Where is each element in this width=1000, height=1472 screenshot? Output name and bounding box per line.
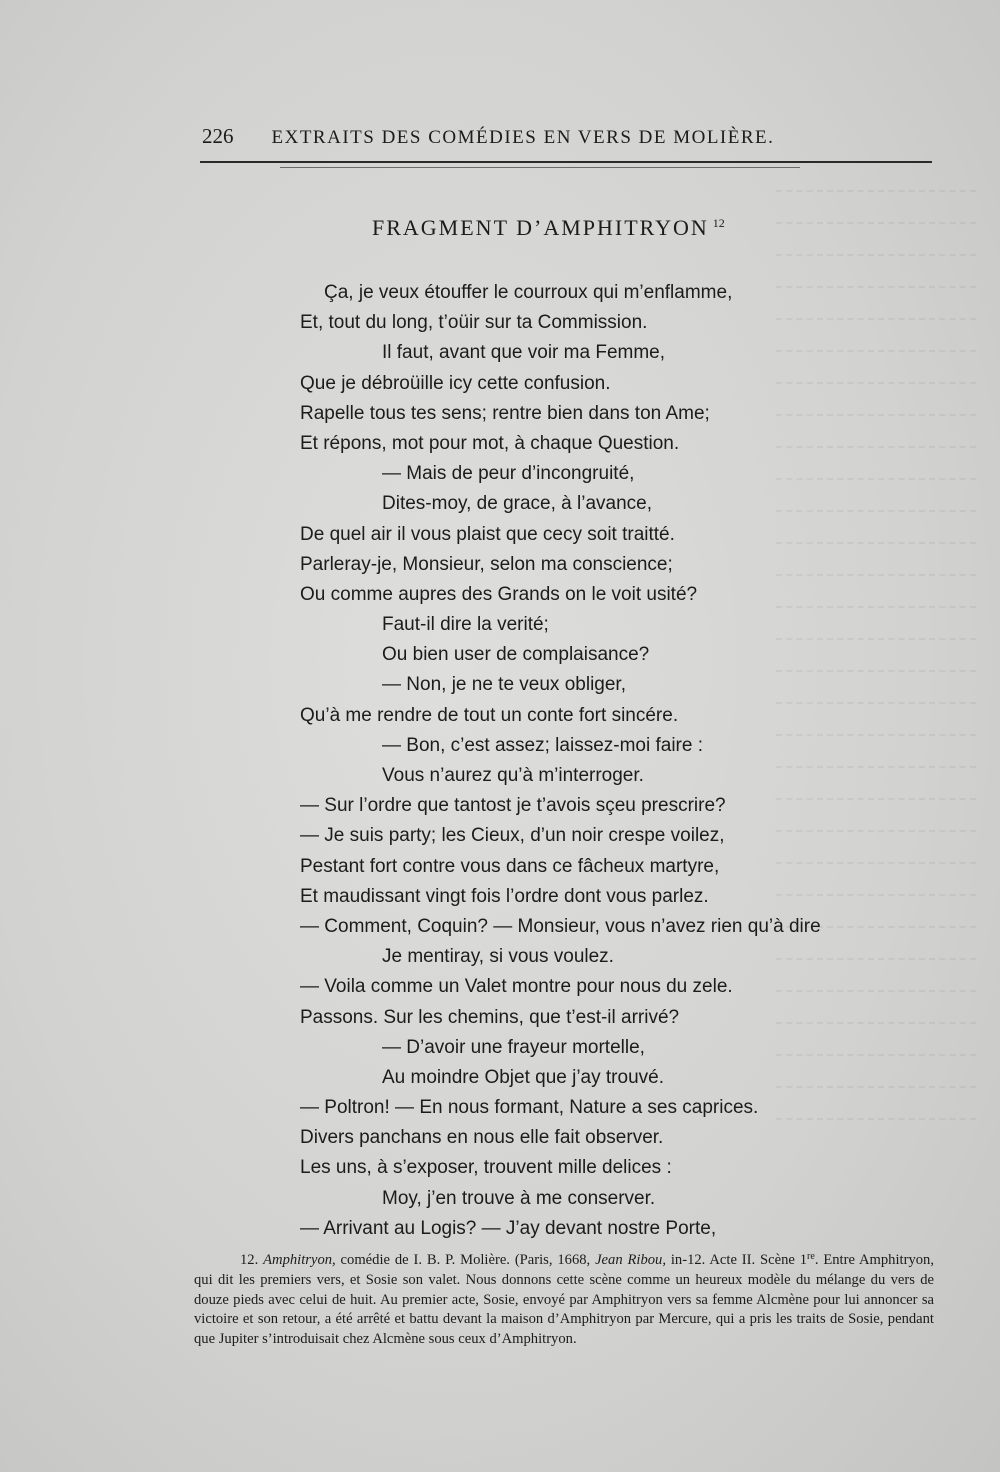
section-title	[372, 215, 725, 241]
footnote-work-title: Amphitryon,	[263, 1252, 336, 1268]
footnote-reference: 12	[712, 216, 725, 230]
verse-line: Vous n’aurez qu’à m’interroger.	[382, 765, 644, 786]
verse-line: Passons. Sur les chemins, que t’est-il arrivé?	[300, 1006, 680, 1028]
verse-line: — Bon, c’est assez; laissez-moi faire :	[382, 734, 703, 756]
verse-line: — Mais de peur d’incongruité,	[382, 463, 635, 485]
verse-line: Et, tout du long, t’oüir sur ta Commission.	[300, 312, 648, 334]
verse-line: — Poltron! — En nous formant, Nature a ses caprices.	[300, 1097, 759, 1119]
verse-line: Au moindre Objet que j’ay trouvé.	[382, 1066, 664, 1088]
header-rule-thin	[280, 167, 800, 168]
footnote	[194, 1247, 934, 1350]
verse-line: — Je suis party; les Cieux, d’un noir crespe voilez,	[300, 825, 725, 847]
footnote-superscript: re	[807, 1251, 815, 1262]
running-title: EXTRAITS DES COMÉDIES EN VERS DE MOLIÈRE.	[271, 127, 775, 148]
verse-line: Et répons, mot pour mot, à chaque Question.	[300, 432, 680, 454]
footnote-text-1: comédie de I. B. P. Molière. (Paris, 1668,	[335, 1252, 596, 1268]
show-through-line	[776, 254, 976, 278]
footnote-number: 12.	[240, 1252, 259, 1268]
verse-line: — Sur l’ordre que tantost je t’avois sçeu prescrire?	[300, 795, 726, 817]
verse-line: Moy, j’en trouve à me conserver.	[382, 1187, 656, 1209]
header-rule	[200, 161, 932, 163]
show-through-line	[776, 190, 976, 214]
verse-line: Rapelle tous tes sens; rentre bien dans ton Ame;	[300, 402, 710, 424]
section-title-text: FRAGMENT D’AMPHITRYON	[372, 215, 709, 240]
verse-line: Et maudissant vingt fois l’ordre dont vous parlez.	[300, 885, 709, 907]
verse-line: Dites-moy, de grace, à l’avance,	[382, 493, 652, 515]
verse-line: Je mentiray, si vous voulez.	[382, 946, 614, 968]
verse-block	[300, 278, 900, 1244]
verse-line: Divers panchans en nous elle fait observer.	[300, 1127, 664, 1149]
verse-line: Qu’à me rendre de tout un conte fort sincére.	[300, 704, 679, 726]
verse-line: Les uns, à s’exposer, trouvent mille delices :	[300, 1157, 672, 1179]
footnote-publisher: Jean Ribou,	[595, 1252, 666, 1268]
verse-line: Ça, je veux étouffer le courroux qui m’enflamme,	[324, 282, 733, 303]
footnote-text-2: in-12. Acte II. Scène 1	[666, 1252, 808, 1268]
verse-line: — Voila comme un Valet montre pour nous du zele.	[300, 976, 733, 998]
verse-line: Faut-il dire la verité;	[382, 614, 549, 636]
running-header	[202, 124, 842, 149]
verse-line: — D’avoir une frayeur mortelle,	[382, 1036, 645, 1058]
footnote-text-3: . Entre Amphitryon, qui dit les premiers vers, et Sosie son valet. Nous donnons cette scène comme un heureux modèle du mélange du vers de douze pieds avec celui de huit. Au premier acte, Sosie, envoyé par Amphitryon vers sa femme Alcmène pour lui annoncer sa victoire et son retour, a été arrêté et battu devant la maison d’Amphitryon par Mercure, qui a pris les traits de Sosie, pendant que Jupiter s’introduisait chez Alcmène sous ceux d’Amphitryon.	[194, 1252, 934, 1348]
verse-line: Il faut, avant que voir ma Femme,	[382, 342, 666, 364]
verse-line: — Comment, Coquin? — Monsieur, vous n’avez rien qu’à dire	[300, 915, 821, 937]
verse-line: Ou bien user de complaisance?	[382, 644, 650, 666]
verse-line: — Non, je ne te veux obliger,	[382, 674, 626, 696]
verse-line: — Arrivant au Logis? — J’ay devant nostre Porte,	[300, 1217, 717, 1239]
page-number: 226	[202, 124, 234, 148]
verse-line: De quel air il vous plaist que cecy soit traitté.	[300, 523, 675, 545]
verse-line: Que je débroüille icy cette confusion.	[300, 372, 611, 394]
verse-line: Ou comme aupres des Grands on le voit usité?	[300, 583, 698, 605]
verse-line: Parleray-je, Monsieur, selon ma conscience;	[300, 553, 673, 575]
verse-line: Pestant fort contre vous dans ce fâcheux martyre,	[300, 855, 720, 877]
show-through-line	[776, 222, 976, 246]
